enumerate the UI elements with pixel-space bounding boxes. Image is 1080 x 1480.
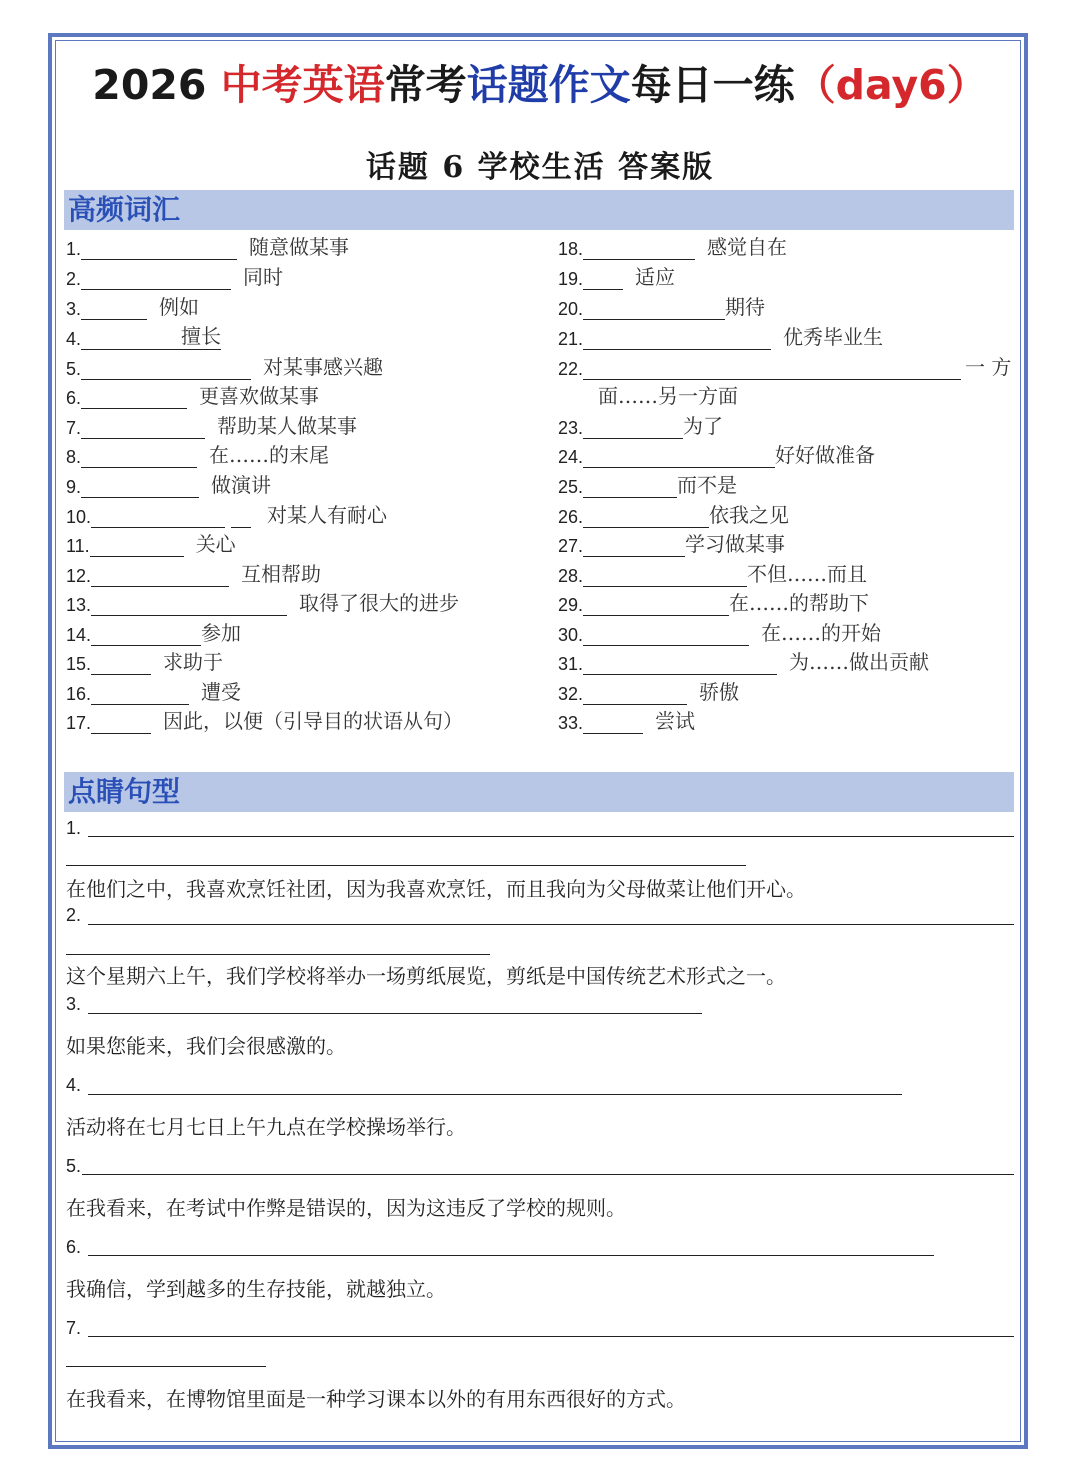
vocab-number: 4. [66, 329, 82, 349]
answer-line[interactable] [88, 1013, 702, 1014]
vocab-item-26 [558, 500, 789, 528]
vocab-item-30 [558, 618, 881, 646]
vocab-item-20 [558, 292, 765, 320]
page-subtitle: 话题 6 学校生活 答案版 [365, 150, 715, 185]
vocab-meaning: 在……的帮助下 [729, 591, 870, 615]
vocab-number: 11. [66, 536, 90, 556]
vocab-meaning: 对某人有耐心 [267, 503, 388, 527]
vocab-meaning-continued: 面……另一方面 [598, 384, 738, 408]
sentence-number: 7. [66, 1318, 82, 1338]
vocab-number: 21. [558, 329, 584, 349]
sentence-translation: 如果您能来，我们会很感激的。 [66, 1034, 346, 1058]
vocab-number: 3. [66, 299, 82, 319]
vocab-item-31 [558, 647, 929, 675]
sentence-translation: 在我看来，在博物馆里面是一种学习课本以外的有用东西很好的方式。 [66, 1387, 686, 1411]
title-common: 常考 [384, 61, 467, 109]
vocab-meaning: 关心 [195, 532, 236, 556]
vocab-meaning: 对某事感兴趣 [263, 355, 384, 379]
vocab-meaning: 擅长 [181, 320, 221, 350]
vocab-meaning: 取得了很大的进步 [299, 591, 460, 615]
vocab-number: 30. [558, 625, 584, 645]
vocab-item-10 [66, 500, 387, 528]
vocab-number: 26. [558, 507, 584, 527]
answer-blank[interactable] [583, 684, 687, 705]
answer-blank[interactable] [583, 359, 961, 380]
answer-blank-extra[interactable] [231, 507, 251, 528]
vocab-item-33 [558, 706, 695, 734]
answer-blank[interactable] [81, 239, 237, 260]
vocab-number: 2. [66, 269, 82, 289]
vocab-item-22 [558, 352, 1011, 380]
vocab-meaning: 骄傲 [699, 680, 740, 704]
page-title [0, 52, 1080, 111]
vocab-item-14 [66, 618, 241, 646]
vocab-item-8 [66, 440, 329, 468]
vocab-number: 27. [558, 536, 584, 556]
title-year: 2026 [92, 61, 221, 109]
vocab-number: 32. [558, 684, 584, 704]
answer-blank[interactable] [583, 239, 695, 260]
vocab-meaning: 好好做准备 [775, 443, 876, 467]
answer-blank[interactable] [81, 447, 197, 468]
answer-blank[interactable] [81, 418, 205, 439]
answer-blank[interactable] [583, 329, 771, 350]
vocab-section-heading: 高频词汇 [64, 190, 1014, 230]
vocab-meaning: 互相帮助 [241, 562, 322, 586]
vocab-meaning: 更喜欢做某事 [199, 384, 320, 408]
sentence-number: 5. [66, 1156, 82, 1176]
vocab-meaning: 为了 [683, 414, 724, 438]
vocab-meaning: 因此，以便（引导目的状语从句） [163, 709, 464, 733]
vocab-item-32 [558, 677, 739, 705]
vocab-item-17 [66, 706, 463, 734]
vocab-item-27 [558, 529, 785, 557]
answer-line[interactable] [88, 924, 1014, 925]
answer-blank[interactable] [583, 625, 749, 646]
answer-line[interactable] [82, 1174, 1014, 1175]
answer-blank[interactable] [583, 536, 685, 557]
vocab-item-25 [558, 470, 737, 498]
title-subject: 中考英语 [220, 61, 385, 109]
vocab-meaning: 参加 [201, 621, 242, 645]
answer-blank[interactable] [81, 359, 251, 380]
sentence-number: 3. [66, 994, 82, 1014]
vocab-meaning: 学习做某事 [685, 532, 786, 556]
answer-blank[interactable] [583, 595, 729, 616]
vocab-number: 9. [66, 477, 82, 497]
title-day: （day6） [794, 61, 988, 109]
vocab-number: 23. [558, 418, 584, 438]
vocab-item-18 [558, 232, 787, 260]
vocab-number: 13. [66, 595, 92, 615]
vocab-item-21 [558, 322, 883, 350]
vocab-meaning: 例如 [159, 295, 200, 319]
vocab-number: 25. [558, 477, 584, 497]
vocab-meaning: 求助于 [163, 650, 224, 674]
vocab-meaning: 帮助某人做某事 [217, 414, 358, 438]
answer-blank[interactable] [81, 388, 187, 409]
vocab-meaning: 优秀毕业生 [783, 325, 884, 349]
vocab-number: 19. [558, 269, 584, 289]
vocab-meaning: 依我之见 [709, 503, 790, 527]
vocab-item-23 [558, 411, 723, 439]
vocab-number: 15. [66, 654, 92, 674]
vocab-item-16 [66, 677, 241, 705]
vocab-number: 17. [66, 713, 92, 733]
vocab-meaning: 一 方 [965, 355, 1012, 379]
vocab-number: 29. [558, 595, 584, 615]
answer-blank[interactable] [583, 507, 709, 528]
answer-blank[interactable] [583, 654, 777, 675]
vocab-item-9 [66, 470, 271, 498]
sentence-translation: 活动将在七月七日上午九点在学校操场举行。 [66, 1115, 466, 1139]
vocab-number: 28. [558, 566, 584, 586]
vocab-number: 8. [66, 447, 82, 467]
vocab-number: 33. [558, 713, 584, 733]
vocab-item-6 [66, 381, 319, 409]
sentence-section-heading: 点睛句型 [64, 772, 1014, 812]
vocab-item-22-cont [598, 381, 738, 409]
answer-blank[interactable] [583, 477, 677, 498]
vocab-item-28 [558, 559, 867, 587]
answer-blank[interactable] [91, 684, 189, 705]
vocab-item-1 [66, 232, 349, 260]
vocab-meaning: 感觉自在 [707, 235, 788, 259]
vocab-meaning: 不但……而且 [747, 562, 868, 586]
vocab-meaning: 为……做出贡献 [789, 650, 930, 674]
answer-line[interactable] [66, 865, 746, 866]
answer-blank[interactable] [91, 566, 229, 587]
answer-blank[interactable] [91, 507, 225, 528]
answer-line[interactable] [66, 954, 490, 955]
vocab-number: 24. [558, 447, 584, 467]
answer-blank[interactable] [90, 536, 184, 557]
vocab-meaning: 在……的开始 [761, 621, 882, 645]
vocab-meaning: 在……的末尾 [209, 443, 330, 467]
sentence-translation: 我确信，学到越多的生存技能，就越独立。 [66, 1277, 446, 1301]
vocab-number: 31. [558, 654, 584, 674]
answer-blank[interactable] [91, 625, 201, 646]
answer-line[interactable] [66, 1366, 266, 1367]
answer-blank[interactable] [91, 654, 151, 675]
vocab-meaning: 而不是 [677, 473, 738, 497]
title-topic-essay: 话题作文 [466, 61, 631, 109]
vocab-meaning: 尝试 [655, 709, 696, 733]
vocab-item-2 [66, 262, 283, 290]
answer-blank[interactable] [81, 299, 147, 320]
vocab-item-5 [66, 352, 383, 380]
vocab-number: 14. [66, 625, 92, 645]
vocab-number: 7. [66, 418, 82, 438]
sentence-translation: 这个星期六上午，我们学校将举办一场剪纸展览，剪纸是中国传统艺术形式之一。 [66, 964, 786, 988]
vocab-number: 18. [558, 239, 584, 259]
vocab-number: 1. [66, 239, 82, 259]
answer-blank[interactable] [583, 418, 683, 439]
vocab-number: 5. [66, 359, 82, 379]
vocab-item-19 [558, 262, 675, 290]
vocab-meaning: 遭受 [201, 680, 242, 704]
answer-blank[interactable] [81, 269, 231, 290]
sentence-number: 4. [66, 1075, 82, 1095]
sentence-number: 2. [66, 905, 82, 925]
vocab-number: 16. [66, 684, 92, 704]
vocab-item-15 [66, 647, 223, 675]
vocab-item-4 [66, 322, 221, 350]
answer-blank[interactable] [583, 299, 725, 320]
answer-line[interactable] [88, 836, 1014, 837]
vocab-meaning: 随意做某事 [249, 235, 350, 259]
sentence-translation: 在他们之中，我喜欢烹饪社团，因为我喜欢烹饪，而且我向为父母做菜让他们开心。 [66, 877, 806, 901]
sentence-translation: 在我看来，在考试中作弊是错误的，因为这违反了学校的规则。 [66, 1196, 626, 1220]
vocab-meaning: 适应 [635, 265, 676, 289]
vocab-meaning: 期待 [725, 295, 766, 319]
vocab-item-13 [66, 588, 459, 616]
vocab-item-29 [558, 588, 869, 616]
vocab-number: 10. [66, 507, 92, 527]
answer-blank[interactable] [583, 447, 775, 468]
sentence-number: 1. [66, 818, 82, 838]
vocab-number: 20. [558, 299, 584, 319]
vocab-item-24 [558, 440, 875, 468]
answer-line[interactable] [88, 1094, 902, 1095]
answer-blank[interactable] [583, 566, 747, 587]
vocab-number: 6. [66, 388, 82, 408]
answer-blank[interactable] [91, 595, 287, 616]
vocab-item-11 [66, 529, 236, 557]
answer-blank[interactable] [81, 329, 181, 350]
answer-blank[interactable] [81, 477, 199, 498]
answer-blank[interactable] [91, 713, 151, 734]
vocab-number: 12. [66, 566, 92, 586]
title-daily: 每日一练 [630, 61, 795, 109]
vocab-number: 22. [558, 359, 584, 379]
vocab-item-7 [66, 411, 357, 439]
answer-line[interactable] [88, 1255, 934, 1256]
answer-blank[interactable] [583, 269, 623, 290]
vocab-item-12 [66, 559, 321, 587]
answer-line[interactable] [88, 1336, 1014, 1337]
sentence-number: 6. [66, 1237, 82, 1257]
vocab-meaning: 同时 [243, 265, 284, 289]
answer-blank[interactable] [583, 713, 643, 734]
vocab-item-3 [66, 292, 199, 320]
vocab-meaning: 做演讲 [211, 473, 272, 497]
